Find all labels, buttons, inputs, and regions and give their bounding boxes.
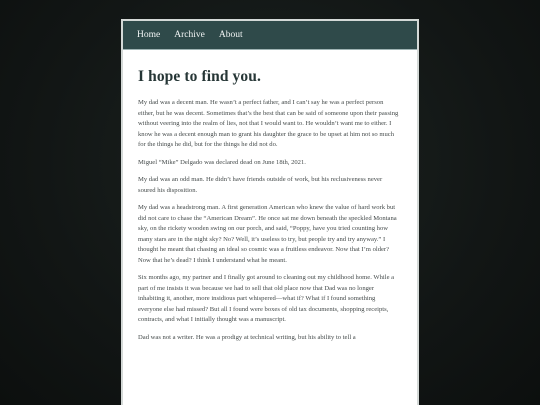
post-paragraph-3: My dad was an odd man. He didn’t have friends outside of work, but his reclusiveness never soured his disposition. — [138, 176, 383, 194]
post-paragraph-1: My dad was a decent man. He wasn’t a perfect father, and I can’t say he was a perfect person either, but he was decent. Sometimes that’s the best that can be said of someone upon their passing without veering into the realm of lies, not that I would want to. He wouldn’t want me to either. I know he was a decent enough man to grant his daughter the grace to be upset at him not so much for the things he did, but for the things he did not do. — [138, 99, 399, 148]
nav-archive-link[interactable]: Archive — [174, 30, 205, 40]
post-paragraph-6: Dad was not a writer. He was a prodigy at technical writing, but his ability to tell a — [138, 333, 356, 341]
nav-about-link[interactable]: About — [218, 30, 243, 40]
nav-home-link[interactable]: Home — [137, 30, 161, 40]
blog-window — [121, 19, 419, 405]
post-paragraph-4: My dad was a headstrong man. A first generation American who knew the value of hard work but did not care to chase the “American Dream”. He once sat me down beneath the speckled Montana sky, on the rickety wooden swing on our porch, and said, “Poppy, have you tried counting how many stars are in the night sky? No? Well, it’s useless to try, but people try and try anyway.” I thought he meant that chasing an ideal so cosmic was a fruitless endeavor. Now that I’m older? Now that he’s dead? I think I understand what he meant. — [138, 204, 397, 264]
post-paragraph-5: Six months ago, my partner and I finally got around to cleaning out my childhood home. While a part of me insists it was because we had to sell that old place now that Dad was no longer inhabiting it, another, more insidious part whispered—what if? What if I found something everyone else had missed? But all I found were boxes of old tax documents, shopping receipts, contracts, and what I initially thought was a manuscript. — [138, 274, 395, 323]
post-content — [123, 50, 417, 343]
post-paragraph-2: Miguel “Mike” Delgado was declared dead on June 18th, 2021. — [138, 158, 306, 166]
top-navbar — [123, 21, 417, 50]
post-title: I hope to find you. — [138, 68, 261, 85]
